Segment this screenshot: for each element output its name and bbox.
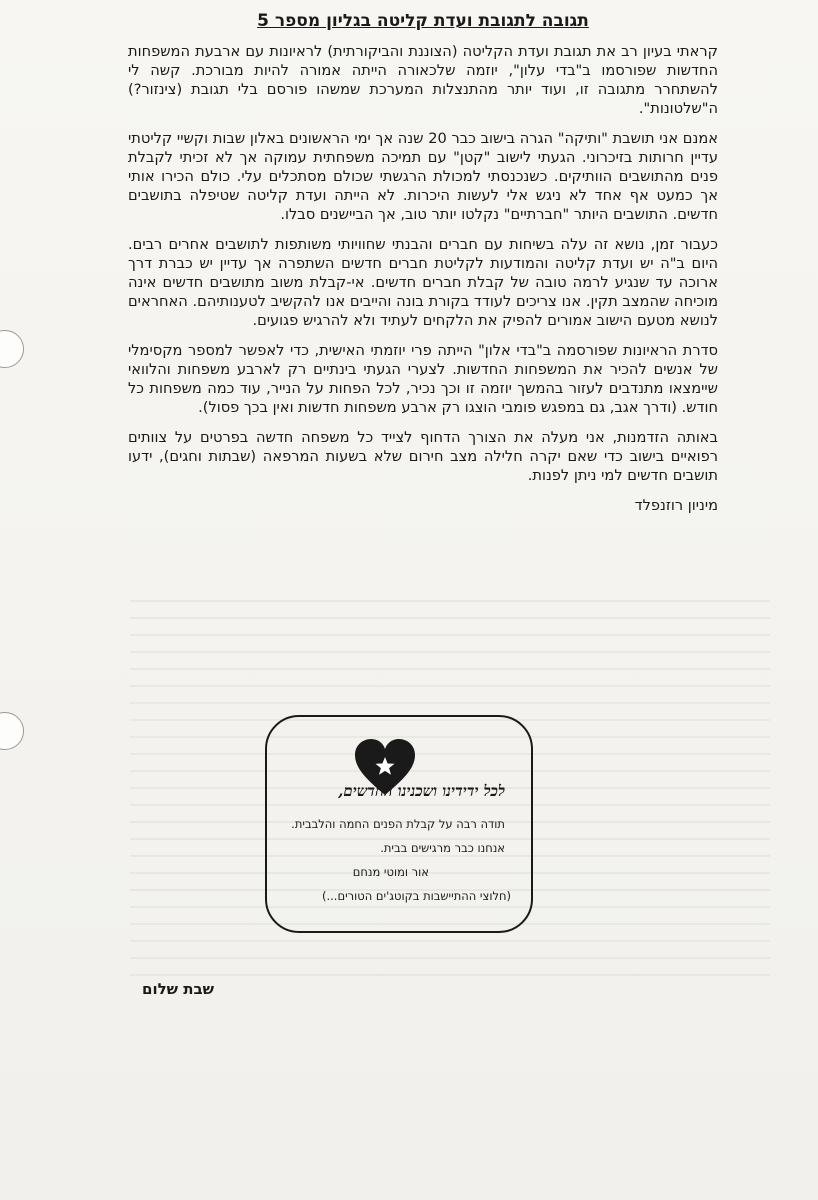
card-thanks-line: תודה רבה על קבלת הפנים החמה והלבבית. bbox=[291, 817, 505, 831]
punch-hole-upper bbox=[0, 330, 24, 368]
paragraph-4: סדרת הראיונות שפורסמה ב"בדי אלון" הייתה פרי יוזמתי האישית, כדי לאפשר למספר מקסימלי של אנשים להכיר את המשפחות החדשות. לצערי הגעתי בינתיים רק לארבע משפחות והלוואי שיימצאו מתנדבים לעזור בהמשך יוזמה זו וכך נכיר, לכל הפחות על הנייר, עוד כמה משפחות כל חודש. (ודרך אגב, גם במפגש פומבי הוצגו רק ארבע משפחות חדשות ואין בכך פסול). bbox=[128, 342, 718, 416]
card-home-line: אנחנו כבר מרגישים בבית. bbox=[380, 841, 505, 855]
thank-you-card bbox=[265, 715, 533, 933]
article bbox=[128, 10, 718, 515]
paragraph-3: כעבור זמן, נושא זה עלה בשיחות עם חברים והבנתי שחוויותי משותפות לתושבים אחרים רבים. היום ב"ה יש ועדת קליטה והמודעות לקליטת חברים חדשים השתפרה אך עדיין יש כברת דרך ארוכה עד שנגיע לרמה טובה של קבלת חברים חדשים. אי-קבלת משוב מתושבים חדשים אינה מוכיחה שהמצב תקין. אנו צריכים לעודד בקורת בונה והייבים אנו להקשיב לטענותיהם. האחראים לנושא מטעם הישוב אמורים להפיק את הלקחים לעתיד ולא להרגיש פגועים. bbox=[128, 236, 718, 329]
article-title: תגובה לתגובת ועדת קליטה בגליון מספר 5 bbox=[257, 11, 589, 31]
paragraph-1: קראתי בעיון רב את תגובת ועדת הקליטה (הצוננת והביקורתית) לראיונות עם ארבעת המשפחות החדשות שפורסמו ב"בדי עלון", יוזמה שלכאורה הייתה אמורה להיות מבורכת. קשה לי להשתחרר מתגובה זו, ועוד יותר מהתנצלות המערכת שמשהו פורסם בלי תגובת (צינזור?) ה"שלטונות". bbox=[128, 43, 718, 117]
author-signature: מיניון רוזנפלד bbox=[634, 497, 718, 514]
card-greeting: לכל ידידינו ושכנינו החדשים, bbox=[338, 782, 505, 800]
sabbath-greeting: שבת שלום bbox=[142, 980, 215, 998]
card-sender-names: אור ומוטי מנחם bbox=[352, 865, 429, 879]
paragraph-5: באותה הזדמנות, אני מעלה את הצורך הדחוף לצייד כל משפחה חדשה בפרטים על צוותים רפואיים בישוב כדי שאם יקרה חלילה מצב חירום שלא בשעות המרפאה (שבתות וחגים), ידעו תושבים חדשים למי ניתן לפנות. bbox=[128, 429, 718, 484]
paragraph-2: אמנם אני תושבת "ותיקה" הגרה בישוב כבר 20 שנה אך ימי הראשונים באלון שבות וקשיי קליטתי עדיין חרותות בזיכרוני. הגעתי לישוב "קטן" עם תמיכה משפחתית עמוקה אך לא זכיתי לקבלת פנים מהתושבים הוותיקים. כשנכנסתי למכולת הרגשתי שכולם מסתכלים עלי. כולם הכירו אותי אך כמעט אף אחד לא ניגש אלי לעשות היכרות. לא הייתה ועדת קליטה שטיפלה בתושבים חדשים. התושבים היותר "חברתיים" נקלטו יותר טוב, אך הביישנים סבלו. bbox=[128, 130, 718, 223]
punch-hole-lower bbox=[0, 712, 24, 750]
card-sender-note: (חלוצי ההתיישבות בקוטג'ים הטורים...) bbox=[322, 889, 511, 903]
